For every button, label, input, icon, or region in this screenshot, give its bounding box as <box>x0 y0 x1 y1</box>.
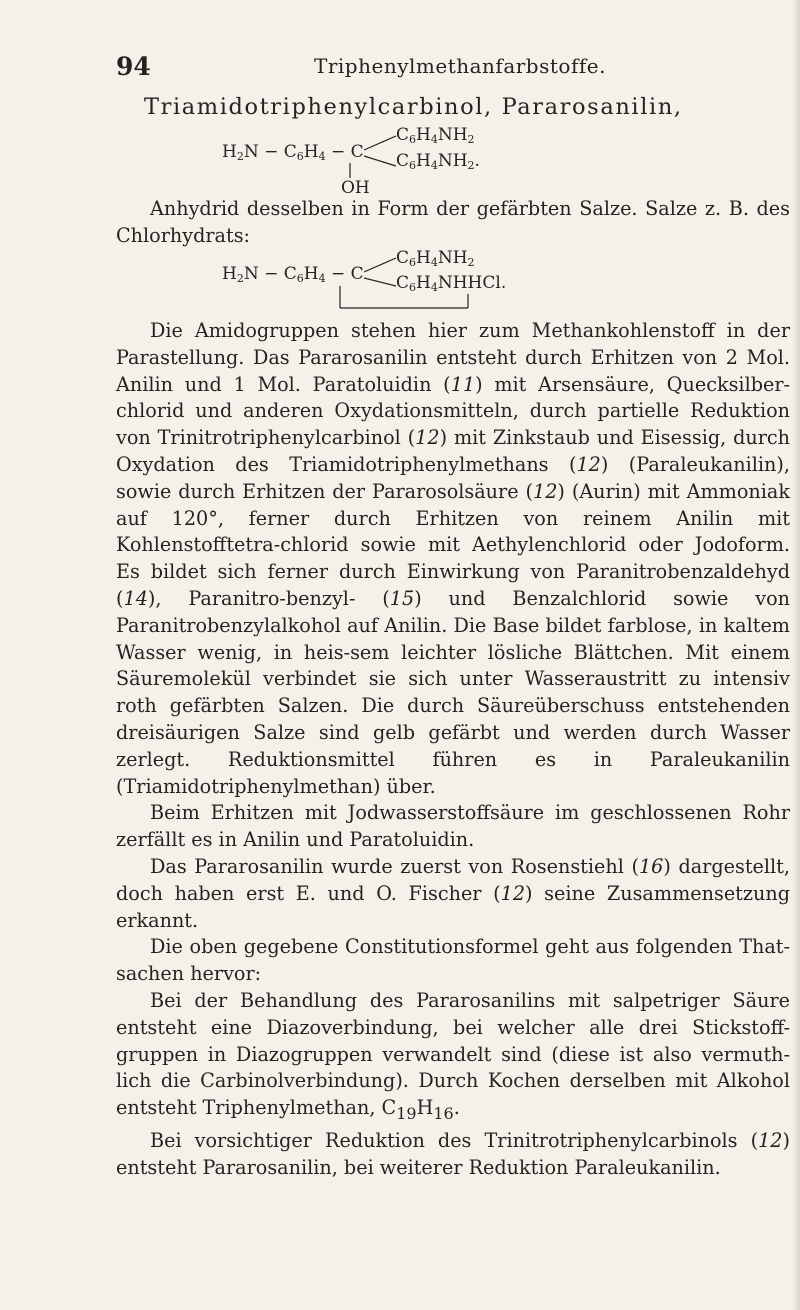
formula-chlorhydrat-upper-branch: $C_6H_4NH_2$ <box>396 248 475 269</box>
paragraph: Die Amidogruppen stehen hier zum Methankohlenstoff in der Parastellung. Das Pararosanilin entsteht durch Erhitzen von 2 Mol. Anilin und 1 Mol. Paratoluidin (11) mit Arsensäure, Quecksilber-chlorid und anderen Oxydationsmitteln, durch partielle Reduktion von Trinitrotriphenylcarbinol (12) mit Zinkstaub und Eisessig, durch Oxydation des Triamidotriphenylmethans (12) (Paraleukanilin), sowie durch Erhitzen der Pararosolsäure (12) (Aurin) mit Ammoniak auf 120°, ferner durch Erhitzen von reinem Anilin mit Kohlenstofftetra-chlorid sowie mit Aethylenchlorid oder Jodoform. Es bildet sich ferner durch Einwirkung von Paranitrobenzaldehyd (14), Paranitro-benzyl- (15) und Benzalchlorid sowie von Paranitrobenzylalkohol auf Anilin. Die Base bildet farblose, in kaltem Wasser wenig, in heis-sem leichter lösliche Blättchen. Mit einem Säuremolekül verbindet sie sich unter Wasseraustritt zu intensiv roth gefärbten Salzen. Die durch Säureüberschuss entstehenden dreisäurigen Salze sind gelb gefärbt und werden durch Wasser zerlegt. Reduktionsmittel führen es in Paraleukanilin (Triamidotriphenylmethan) über. <box>116 319 791 798</box>
bond-lower <box>364 278 396 286</box>
paragraph: Bei vorsichtiger Reduktion des Trinitrotriphenylcarbinols (12) entsteht Pararosanilin, bei weiterer Reduktion Paraleukanilin. <box>116 1128 790 1179</box>
bond-lower <box>364 156 396 166</box>
formula-carbinol-lower-branch: $C_6H_4NH_2$. <box>396 151 480 172</box>
formula-carbinol-main: $H_2N - C_6H_4 - C$ <box>222 142 364 163</box>
bond-upper <box>364 258 396 272</box>
paragraph: Das Pararosanilin wurde zuerst von Rosenstiehl (16) dargestellt, doch haben erst E. und O. Fischer (12) seine Zusammensetzung erkannt. <box>116 854 790 932</box>
formula-carbinol-upper-branch: $C_6H_4NH_2$ <box>396 125 475 146</box>
running-title: Triphenylmethanfarbstoffe. <box>314 54 606 78</box>
formula-chlorhydrat-lower-branch: $C_6H_4NHHCl$. <box>396 273 507 294</box>
section-heading: Triamidotriphenylcarbinol, Pararosanilin, <box>144 94 683 120</box>
formula-carbinol-hydroxyl: OH <box>341 178 370 198</box>
main-text <box>116 318 790 1181</box>
bond-upper <box>364 136 396 150</box>
paragraph: Bei der Behandlung des Pararosanilins mit salpetriger Säure entsteht eine Diazoverbindung, bei welcher alle drei Stickstoff-gruppen in Diazogruppen verwandelt sind (diese ist also vermuth-lich die Carbinolverbindung). Durch Kochen derselben mit Alkohol entsteht Triphenylmethan, $C_{19}H_{16}$. <box>116 988 790 1123</box>
paragraph: Die oben gegebene Constitutionsformel geht aus folgenden That-sachen hervor: <box>116 935 790 986</box>
page-number: 94 <box>116 52 151 81</box>
paragraph: Beim Erhitzen mit Jodwasserstoffsäure im geschlossenen Rohr zerfällt es in Anilin und Paratoluidin. <box>116 801 790 852</box>
formula-chlorhydrat-bonds <box>0 230 800 320</box>
anhydrid-paragraph: Anhydrid desselben in Form der gefärbten Salze. Salze z. B. des Chlorhydrats: <box>116 197 790 247</box>
formula-chlorhydrat-main: $H_2N - C_6H_4 - C$ <box>222 264 364 285</box>
